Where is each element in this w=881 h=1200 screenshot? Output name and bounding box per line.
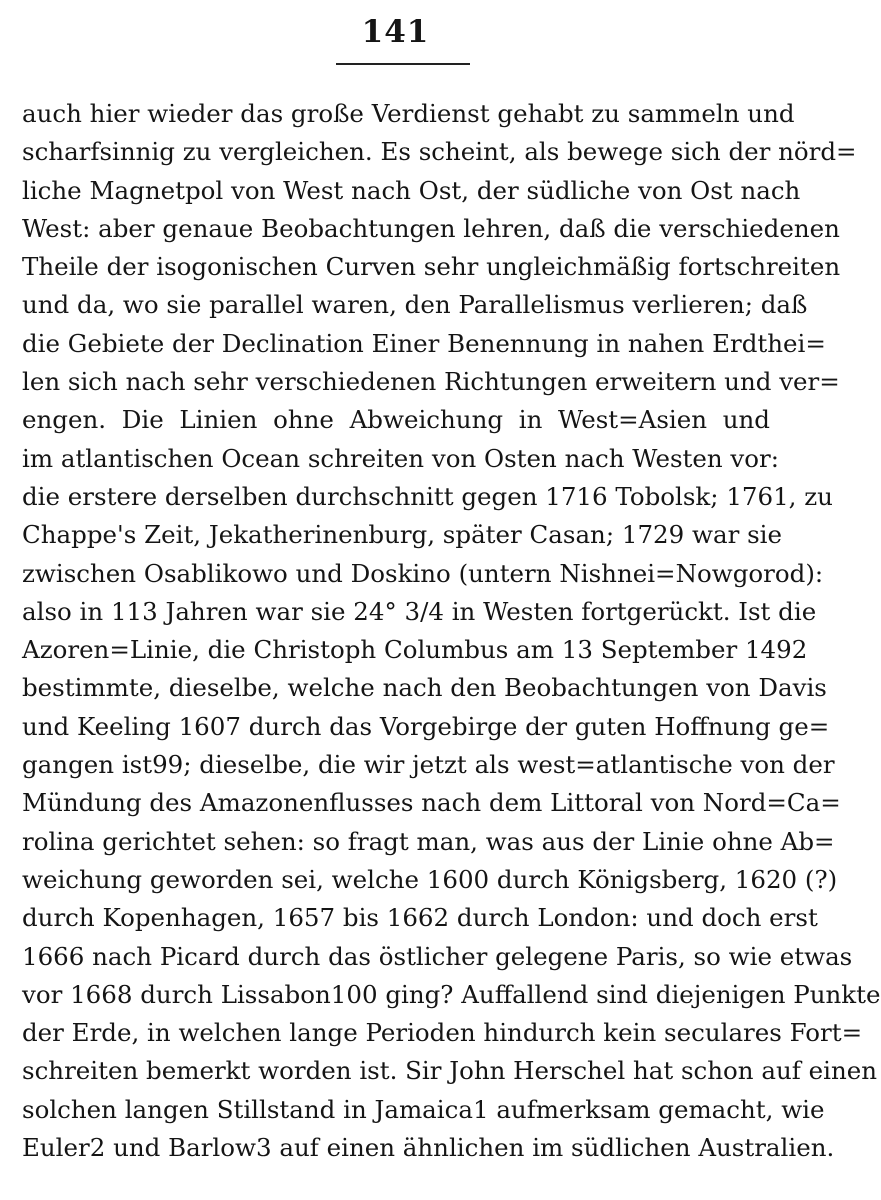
text-line: rolina gerichtet sehen: so fragt man, was aus der Linie ohne Ab=: [22, 826, 835, 856]
text-line: im atlantischen Ocean schreiten von Osten nach Westen vor:: [22, 443, 779, 473]
text-line: und Keeling 1607 durch das Vorgebirge der guten Hoffnung ge=: [22, 711, 830, 741]
text-line: schreiten bemerkt worden ist. Sir John Herschel hat schon auf einen: [22, 1056, 877, 1086]
text-line: die Gebiete der Declination Einer Benennung in nahen Erdthei=: [22, 328, 826, 358]
text-line: liche Magnetpol von West nach Ost, der südliche von Ost nach: [22, 175, 801, 205]
text-line: West: aber genaue Beobachtungen lehren, daß die verschiedenen: [22, 213, 840, 243]
header-rule: [336, 63, 470, 65]
text-line: solchen langen Stillstand in Jamaica1 aufmerksam gemacht, wie: [22, 1094, 825, 1124]
text-line: 1666 nach Picard durch das östlicher gelegene Paris, so wie etwas: [22, 941, 853, 971]
text-line: zwischen Osablikowo und Doskino (untern Nishnei=Nowgorod):: [22, 558, 824, 588]
text-line: weichung geworden sei, welche 1600 durch Königsberg, 1620 (?): [22, 864, 838, 894]
text-line: vor 1668 durch Lissabon100 ging? Auffallend sind diejenigen Punkte: [22, 979, 881, 1009]
text-line: durch Kopenhagen, 1657 bis 1662 durch London: und doch erst: [22, 903, 818, 933]
text-line: len sich nach sehr verschiedenen Richtungen erweitern und ver=: [22, 367, 840, 397]
text-line: auch hier wieder das große Verdienst gehabt zu sammeln und: [22, 99, 795, 128]
text-line: engen. Die Linien ohne Abweichung in West=Asien und: [22, 405, 770, 435]
text-line: Euler2 und Barlow3 auf einen ähnlichen im südlichen Australien.: [22, 1133, 835, 1163]
text-line: der Erde, in welchen lange Perioden hindurch kein seculares Fort=: [22, 1018, 863, 1048]
text-line: Mündung des Amazonenflusses nach dem Littoral von Nord=Ca=: [22, 788, 841, 818]
text-line: gangen ist99; dieselbe, die wir jetzt als west=atlantische von der: [22, 750, 835, 780]
page-number: 141: [361, 14, 430, 50]
text-line: Azoren=Linie, die Christoph Columbus am 13 September 1492: [22, 635, 808, 665]
text-line: also in 113 Jahren war sie 24° 3/4 in Westen fortgerückt. Ist die: [22, 596, 817, 626]
text-line: Theile der isogonischen Curven sehr ungleichmäßig fortschreiten: [22, 252, 841, 282]
text-line: die erstere derselben durchschnitt gegen 1716 Tobolsk; 1761, zu: [22, 481, 833, 511]
text-line: scharfsinnig zu vergleichen. Es scheint, als bewege sich der nörd=: [22, 137, 857, 167]
body-text: [22, 95, 881, 1167]
text-line: bestimmte, dieselbe, welche nach den Beobachtungen von Davis: [22, 673, 827, 703]
text-line: Chappe's Zeit, Jekatherinenburg, später Casan; 1729 war sie: [22, 520, 782, 550]
text-line: und da, wo sie parallel waren, den Parallelismus verlieren; daß: [22, 290, 808, 320]
